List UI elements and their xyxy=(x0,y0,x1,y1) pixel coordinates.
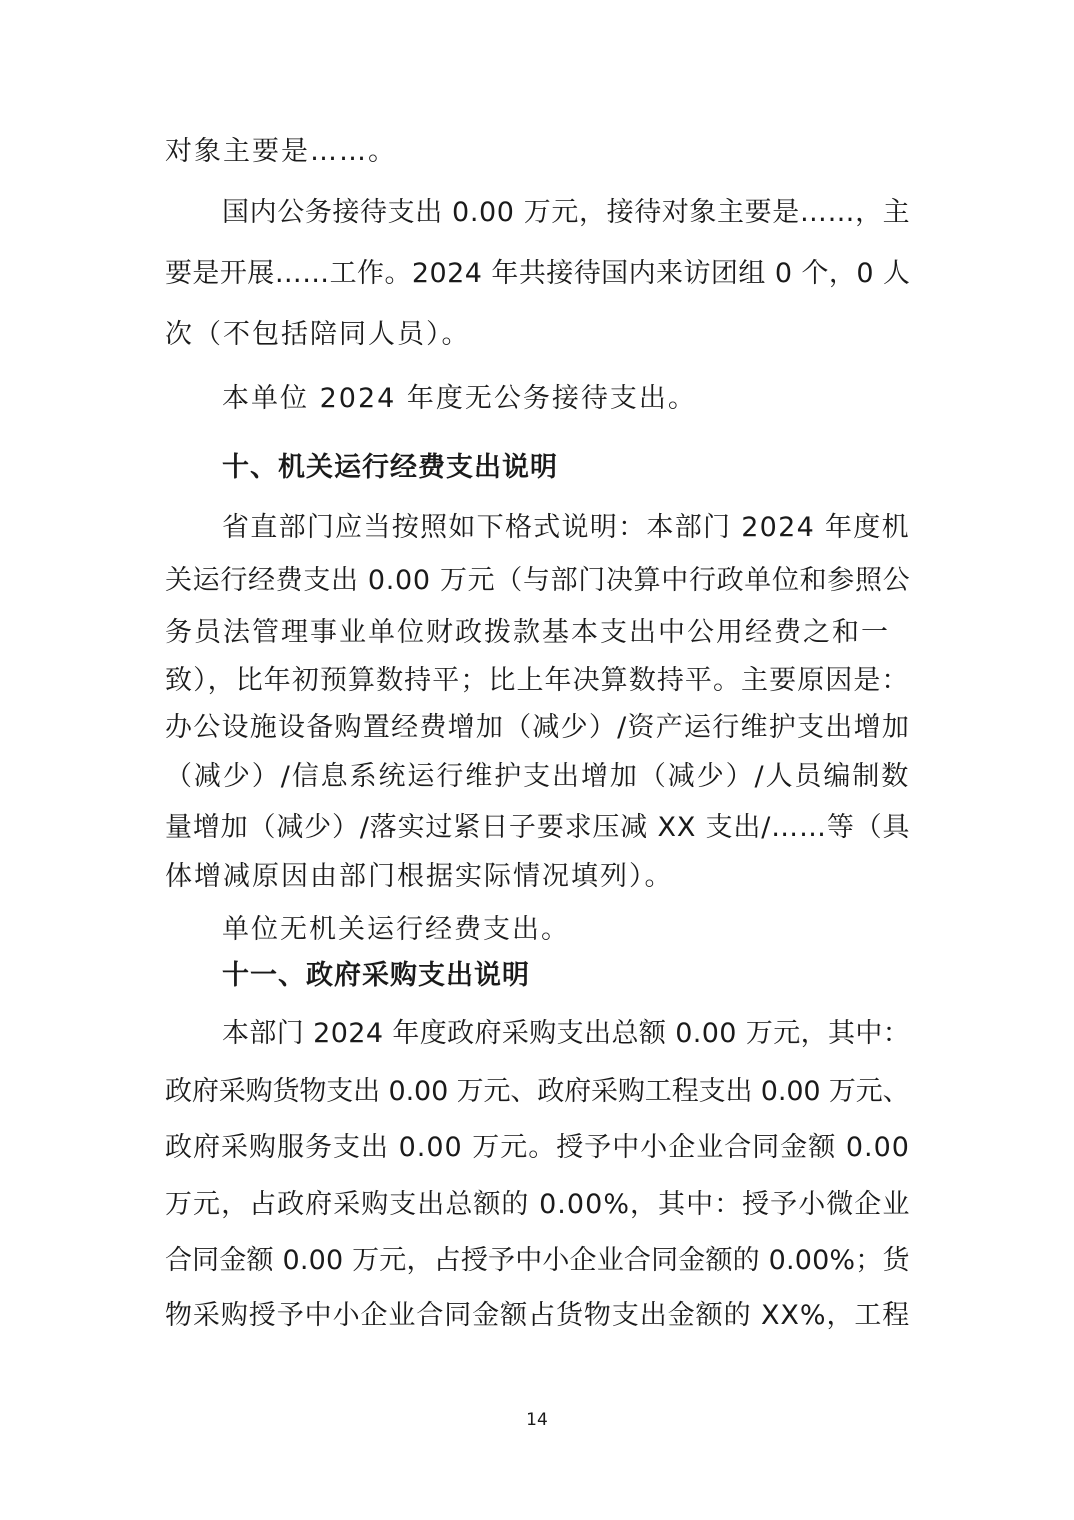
section-heading-11: 十一、政府采购支出说明 xyxy=(222,960,530,991)
section-heading-10: 十、机关运行经费支出说明 xyxy=(222,452,558,483)
paragraph-line: 本部门 2024 年度政府采购支出总额 0.00 万元，其中： xyxy=(222,1018,911,1049)
page-number: 14 xyxy=(526,1410,548,1430)
paragraph-line: 政府采购货物支出 0.00 万元、政府采购工程支出 0.00 万元、 xyxy=(165,1076,910,1107)
paragraph-line: 单位无机关运行经费支出。 xyxy=(222,914,570,945)
paragraph-line: 对象主要是……。 xyxy=(165,136,397,167)
paragraph-line: 省直部门应当按照如下格式说明：本部门 2024 年度机 xyxy=(222,512,910,543)
paragraph-line: 国内公务接待支出 0.00 万元，接待对象主要是……，主 xyxy=(222,197,911,228)
paragraph-line: 要是开展……工作。2024 年共接待国内来访团组 0 个，0 人 xyxy=(165,258,911,289)
paragraph-line: 体增减原因由部门根据实际情况填列）。 xyxy=(165,861,674,892)
paragraph-line: 政府采购服务支出 0.00 万元。授予中小企业合同金额 0.00 xyxy=(165,1132,910,1163)
paragraph-line: 本单位 2024 年度无公务接待支出。 xyxy=(222,383,697,414)
paragraph-line: 万元，占政府采购支出总额的 0.00%，其中：授予小微企业 xyxy=(165,1189,911,1220)
paragraph-line: （减少）/信息系统运行维护支出增加（减少）/人员编制数 xyxy=(165,761,911,792)
paragraph-line: 务员法管理事业单位财政拨款基本支出中公用经费之和一 xyxy=(165,617,890,648)
paragraph-line: 关运行经费支出 0.00 万元（与部门决算中行政单位和参照公 xyxy=(165,565,911,596)
paragraph-line: 致），比年初预算数持平；比上年决算数持平。主要原因是： xyxy=(165,665,910,696)
paragraph-line: 量增加（减少）/落实过紧日子要求压减 XX 支出/……等（具 xyxy=(165,812,911,843)
paragraph-line: 物采购授予中小企业合同金额占货物支出金额的 XX%，工程 xyxy=(165,1300,911,1331)
paragraph-line: 次（不包括陪同人员）。 xyxy=(165,319,471,350)
paragraph-line: 合同金额 0.00 万元，占授予中小企业合同金额的 0.00%；货 xyxy=(165,1245,910,1276)
paragraph-line: 办公设施设备购置经费增加（减少）/资产运行维护支出增加 xyxy=(165,712,911,743)
